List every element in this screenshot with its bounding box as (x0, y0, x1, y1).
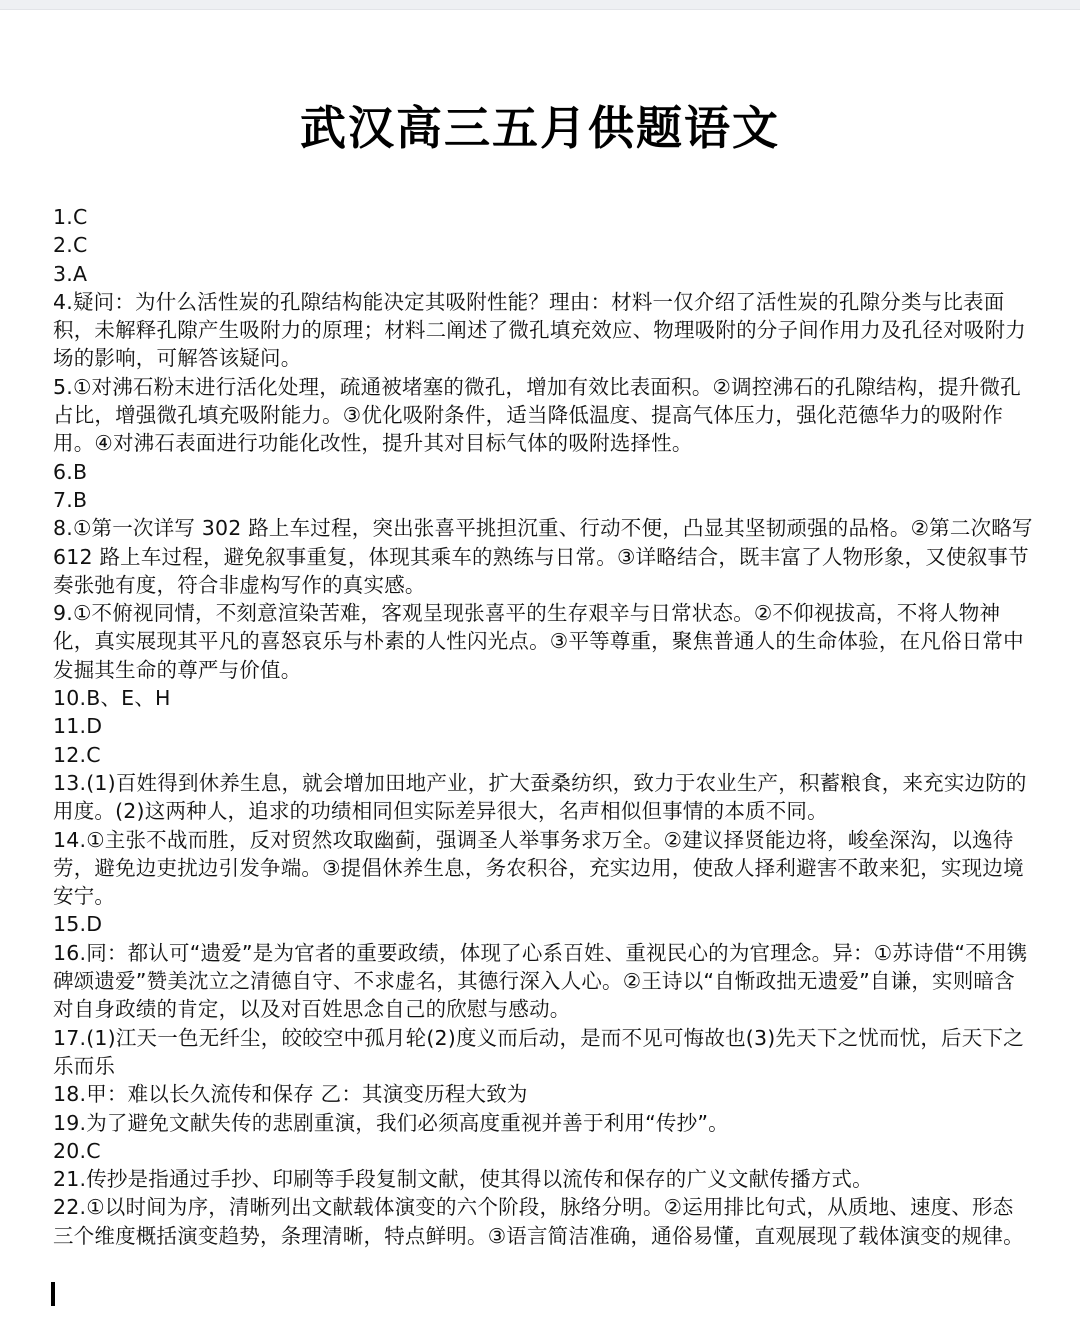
answer-14: 14.①主张不战而胜，反对贸然攻取幽蓟，强调圣人举事务求万全。②建议择贤能边将，峻垒深沟，以逸待劳，避免边吏扰边引发争端。③提倡休养生息，务农积谷，充实边用，使敌人择利避害不敢来犯，实现边境安宁。 (53, 827, 1024, 909)
page-title: 武汉高三五月供题语文 (300, 101, 780, 155)
top-border (0, 0, 1080, 10)
answer-15: 15.D (53, 912, 103, 937)
answer-7: 7.B (53, 487, 88, 512)
answer-8: 8.①第一次详写 302 路上车过程，突出张喜平挑担沉重、行动不便，凸显其坚韧顽强的品格。②第二次略写 612 路上车过程，避免叙事重复，体现其乘车的熟练与日常。③详略结合，既丰富了人物形象，又使叙事节奏张弛有度，符合非虚构写作的真实感。 (53, 516, 1033, 597)
text-cursor[interactable] (51, 1282, 55, 1306)
answer-18: 18.甲：难以长久流传和保存 乙：其演变历程大致为 (53, 1082, 528, 1107)
answer-10: 10.B、E、H (53, 686, 171, 711)
answer-list (53, 203, 1033, 1250)
answer-5: 5.①对沸石粉末进行活化处理，疏通被堵塞的微孔，增加有效比表面积。②调控沸石的孔隙结构，提升微孔占比，增强微孔填充吸附能力。③优化吸附条件，适当降低温度、提高气体压力，强化范德华力的吸附作用。④对沸石表面进行功能化改性，提升其对目标气体的吸附选择性。 (53, 374, 1021, 456)
answer-12: 12.C (53, 742, 101, 767)
answer-16: 16.同：都认可“遗爱”是为官者的重要政绩，体现了心系百姓、重视民心的为官理念。异：①苏诗借“不用镌碑颂遗爱”赞美沈立之清德自守、不求虚名，其德行深入人心。②王诗以“自惭政拙无遗爱”自谦，实则暗含对自身政绩的肯定，以及对百姓思念自己的欣慰与感动。 (53, 940, 1028, 1022)
answer-22: 22.①以时间为序，清晰列出文献载体演变的六个阶段，脉络分明。②运用排比句式，从质地、速度、形态三个维度概括演变趋势，条理清晰，特点鲜明。③语言简洁准确，通俗易懂，直观展现了载体演变的规律。 (53, 1195, 1024, 1248)
answer-1: 1.C (53, 205, 88, 229)
answer-4: 4.疑问：为什么活性炭的孔隙结构能决定其吸附性能？理由：材料一仅介绍了活性炭的孔隙分类与比表面积，未解释孔隙产生吸附力的原理；材料二阐述了微孔填充效应、物理吸附的分子间作用力及孔径对吸附力场的影响，可解答该疑问。 (53, 289, 1026, 371)
answer-13: 13.(1)百姓得到休养生息，就会增加田地产业，扩大蚕桑纺织，致力于农业生产，积蓄粮食，来充实边防的用度。(2)这两种人，追求的功绩相同但实际差异很大，名声相似但事情的本质不同。 (53, 770, 1027, 824)
answer-19: 19.为了避免文献失传的悲剧重演，我们必须高度重视并善于利用“传抄”。 (53, 1110, 729, 1135)
answer-20: 20.C (53, 1138, 101, 1163)
answer-21: 21.传抄是指通过手抄、印刷等手段复制文献，使其得以流传和保存的广义文献传播方式。 (53, 1167, 873, 1192)
answer-3: 3.A (53, 261, 88, 286)
answer-11: 11.D (53, 714, 103, 739)
answer-9: 9.①不俯视同情，不刻意渲染苦难，客观呈现张喜平的生存艰辛与日常状态。②不仰视拔高，不将人物神化，真实展现其平凡的喜怒哀乐与朴素的人性闪光点。③平等尊重，聚焦普通人的生命体验，在凡俗日常中发掘其生命的尊严与价值。 (53, 601, 1024, 682)
answer-2: 2.C (53, 233, 88, 258)
answer-17: 17.(1)江天一色无纤尘，皎皎空中孤月轮(2)度义而后动，是而不见可悔故也(3)先天下之忧而忧，后天下之乐而乐 (53, 1025, 1024, 1078)
answer-6: 6.B (53, 459, 88, 484)
